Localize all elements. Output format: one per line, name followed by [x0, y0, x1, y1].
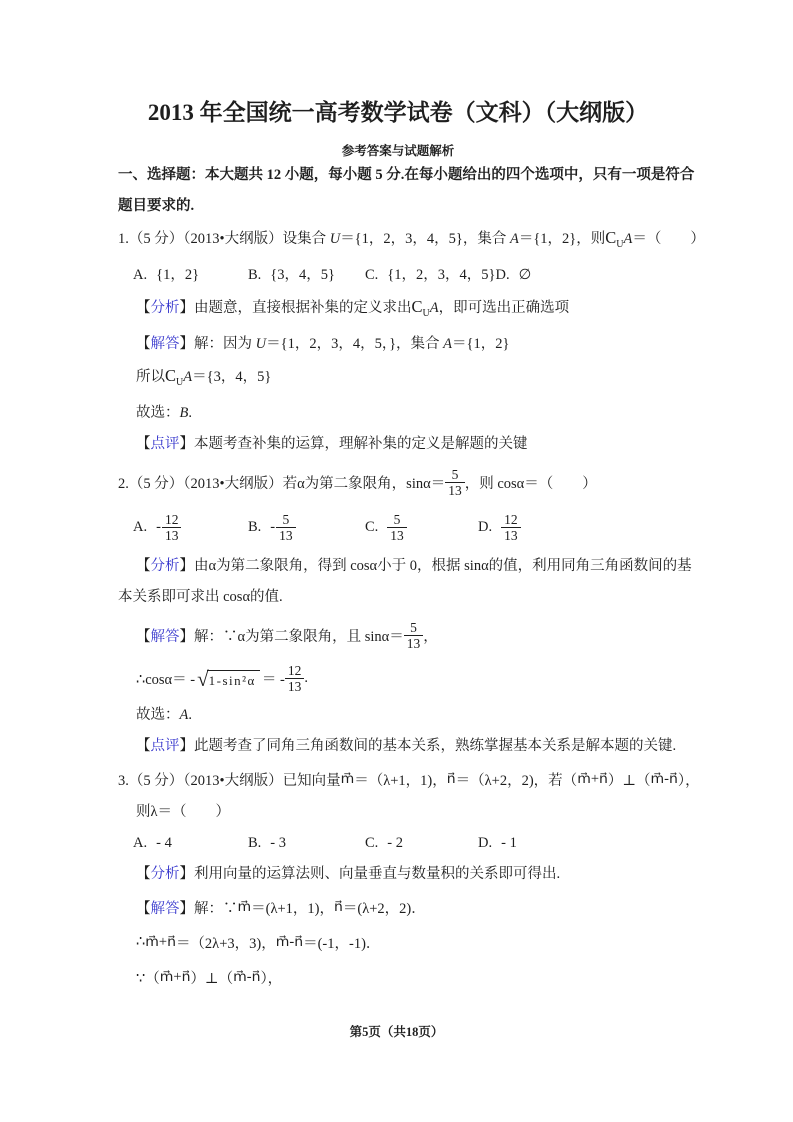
answer-label: 解答	[150, 628, 180, 645]
bracket-close: 】	[179, 335, 194, 352]
bracket-open: 【	[136, 737, 151, 754]
bracket-open: 【	[136, 435, 151, 452]
vector-n: n⃗	[446, 771, 456, 788]
comment-tag	[136, 738, 194, 754]
q3-option-c: C. - 2	[365, 834, 404, 851]
analysis-label: 分析	[150, 865, 180, 882]
q2-option-d: D. $\frac{12}{13}$	[478, 512, 521, 543]
q1-answer-line2: 所以$C_UA=\{3$，4，5}	[136, 365, 272, 388]
complement-subscript: U	[616, 238, 624, 250]
q1-options	[118, 260, 678, 291]
q3-options	[118, 828, 678, 859]
vector-n: n⃗	[167, 934, 176, 951]
q1-option-a: A. {1，2}	[133, 266, 200, 283]
q2-options	[118, 505, 678, 551]
bracket-close: 】	[179, 865, 194, 882]
q3-answer-line3: ∵（ m⃗ + n⃗ ）⊥（ m⃗ - n⃗ ），	[136, 968, 283, 987]
q2-stem: 2.（5 分）（2013•大纲版）若α为第二象限角，sinα＝ $\frac{5}{13}$ ，则 cosα＝（ ）	[118, 466, 597, 498]
analysis-tag	[136, 866, 194, 882]
analysis-tag	[136, 558, 194, 574]
q1-option-d: D. ∅	[495, 266, 532, 283]
bracket-open: 【	[136, 900, 151, 917]
q2-answer-choice: 故选：A.	[136, 706, 192, 723]
radical-sign: √	[197, 666, 209, 691]
var-U: U	[329, 231, 341, 247]
fraction: $\frac{5}{13}$	[276, 512, 296, 543]
vector-m: m⃗	[340, 771, 355, 788]
vector-n: n⃗	[334, 899, 343, 916]
page-content	[118, 96, 705, 995]
vector-n: n⃗	[669, 771, 678, 788]
square-root: √ 1-sin²α	[197, 669, 260, 689]
q2-analysis-line2: 本关系即可求出 cosα的值.	[118, 588, 283, 605]
bracket-open: 【	[136, 557, 151, 574]
fraction: $\frac{5}{13}$	[445, 467, 465, 498]
complement-symbol: C	[411, 296, 423, 316]
bracket-close: 】	[179, 737, 194, 754]
comment-label: 点评	[150, 737, 180, 754]
analysis-tag	[136, 300, 194, 316]
fraction: $\frac{5}{13}$	[387, 512, 407, 543]
fraction: $\frac{12}{13}$	[501, 512, 521, 543]
bracket-open: 【	[136, 335, 151, 352]
page-footer: 第5页（共18页）	[349, 1025, 444, 1039]
vector-m: m⃗	[159, 969, 174, 986]
q2-answer-line1: 【解答】 解：∵α为第二象限角，且 sinα＝ $\frac{5}{13}$ ，	[136, 619, 438, 651]
answer-tag	[136, 897, 194, 918]
analysis-label: 分析	[150, 557, 180, 574]
fraction: $\frac{5}{13}$	[404, 620, 424, 651]
q3-analysis: 【分析】利用向量的运算法则、向量垂直与数量积的关系即可得出.	[136, 865, 561, 882]
page-title: 2013 年全国统一高考数学试卷（文科）（大纲版）	[147, 100, 649, 125]
bracket-close: 】	[179, 628, 194, 645]
bracket-close: 】	[179, 900, 194, 917]
vector-m: m⃗	[237, 899, 252, 916]
section-heading-line2: 题目要求的.	[118, 198, 195, 214]
answer-tag	[136, 625, 194, 646]
vector-n: n⃗	[251, 969, 261, 986]
answer-label: 解答	[150, 900, 180, 917]
bracket-close: 】	[179, 435, 194, 452]
bracket-open: 【	[136, 628, 151, 645]
var-A: A	[509, 231, 519, 247]
comment-label: 点评	[150, 435, 180, 452]
bracket-open: 【	[136, 865, 151, 882]
q1-option-c: C. {1，2，3，4，5}	[365, 266, 496, 283]
q1-answer-choice: 故选：B.	[136, 404, 192, 421]
var-A: A	[623, 231, 633, 247]
q3-answer-line2: ∴ m⃗ + n⃗ ＝（2λ+3，3)， m⃗ - n⃗ ＝(-1，-1)．	[136, 933, 381, 952]
vector-n: n⃗	[181, 969, 191, 986]
answer-tag	[136, 336, 194, 352]
q3-stem-line1: 3.（5 分）（2013•大纲版）已知向量 m⃗ ＝（λ+1，1)， n⃗ ＝（λ+2，2)，若（ m⃗ + n⃗ ）⊥（ m⃗ - n⃗ ），	[118, 770, 700, 789]
q1-stem: 1.（5 分）（2013•大纲版）设集合 U＝{1，2，3，4，5}，集合 A＝{1，2}，则$C_UA=$（ ）	[118, 228, 705, 250]
q1-answer-line1: 【解答】解：因为 U＝{1，2，3，4，5，}，集合 A＝{1，2}	[136, 335, 510, 352]
q1-comment: 【点评】本题考查补集的运算，理解补集的定义是解题的关键	[136, 435, 528, 452]
q1-option-b: B. {3，4，5}	[248, 266, 335, 283]
vector-n: n⃗	[294, 934, 304, 951]
q3-option-a: A. - 4	[133, 834, 172, 851]
vector-m: m⃗	[275, 934, 290, 951]
vector-m: m⃗	[577, 771, 591, 788]
complement-symbol: C	[165, 365, 177, 385]
vector-m: m⃗	[233, 969, 247, 986]
complement-symbol: C	[605, 228, 617, 247]
q3-option-b: B. - 3	[248, 834, 287, 851]
comment-tag	[136, 436, 194, 452]
q2-option-c: C. $\frac{5}{13}$	[365, 512, 478, 543]
q3-option-d: D. - 1	[478, 834, 517, 851]
bracket-open: 【	[136, 299, 151, 316]
q2-answer-line2: ∴cosα＝ - √ 1-sin²α ＝ - $\frac{12}{13}$ .	[136, 663, 308, 695]
q2-option-a: A. - $\frac{12}{13}$	[133, 512, 248, 543]
q1-stem-text: 1.（5 分）（2013•大纲版）设集合	[118, 231, 330, 247]
vector-n: n⃗	[599, 771, 608, 788]
q3-stem-line2: 则λ＝（ ）	[136, 803, 231, 820]
q1-analysis: 【分析】由题意，直接根据补集的定义求出$C_UA$，即可选出正确选项	[136, 296, 570, 319]
vector-m: m⃗	[650, 771, 665, 788]
bracket-close: 】	[179, 557, 194, 574]
bracket-close: 】	[179, 299, 194, 316]
section-heading-line1: 一、选择题：本大题共 12 小题，每小题 5 分.在每小题给出的四个选项中，只有一项是符合	[118, 167, 695, 183]
fraction: $\frac{12}{13}$	[285, 663, 305, 694]
q2-comment: 【点评】此题考查了同角三角函数间的基本关系，熟练掌握基本关系是解本题的关键.	[136, 737, 677, 754]
q3-answer-line1: 【解答】 解：∵ m⃗ ＝(λ+1，1)， n⃗ ＝(λ+2，2)．	[118, 890, 678, 925]
answer-label: 解答	[150, 335, 180, 352]
q2-option-b: B. - $\frac{5}{13}$	[248, 512, 365, 543]
q2-analysis-line1: 【分析】由α为第二象限角，得到 cosα小于 0，根据 sinα的值，利用同角三角函数间的基	[136, 557, 692, 574]
fraction: $\frac{12}{13}$	[162, 512, 182, 543]
page-subtitle: 参考答案与试题解析	[341, 144, 455, 158]
analysis-label: 分析	[150, 299, 180, 316]
vector-m: m⃗	[145, 934, 159, 951]
